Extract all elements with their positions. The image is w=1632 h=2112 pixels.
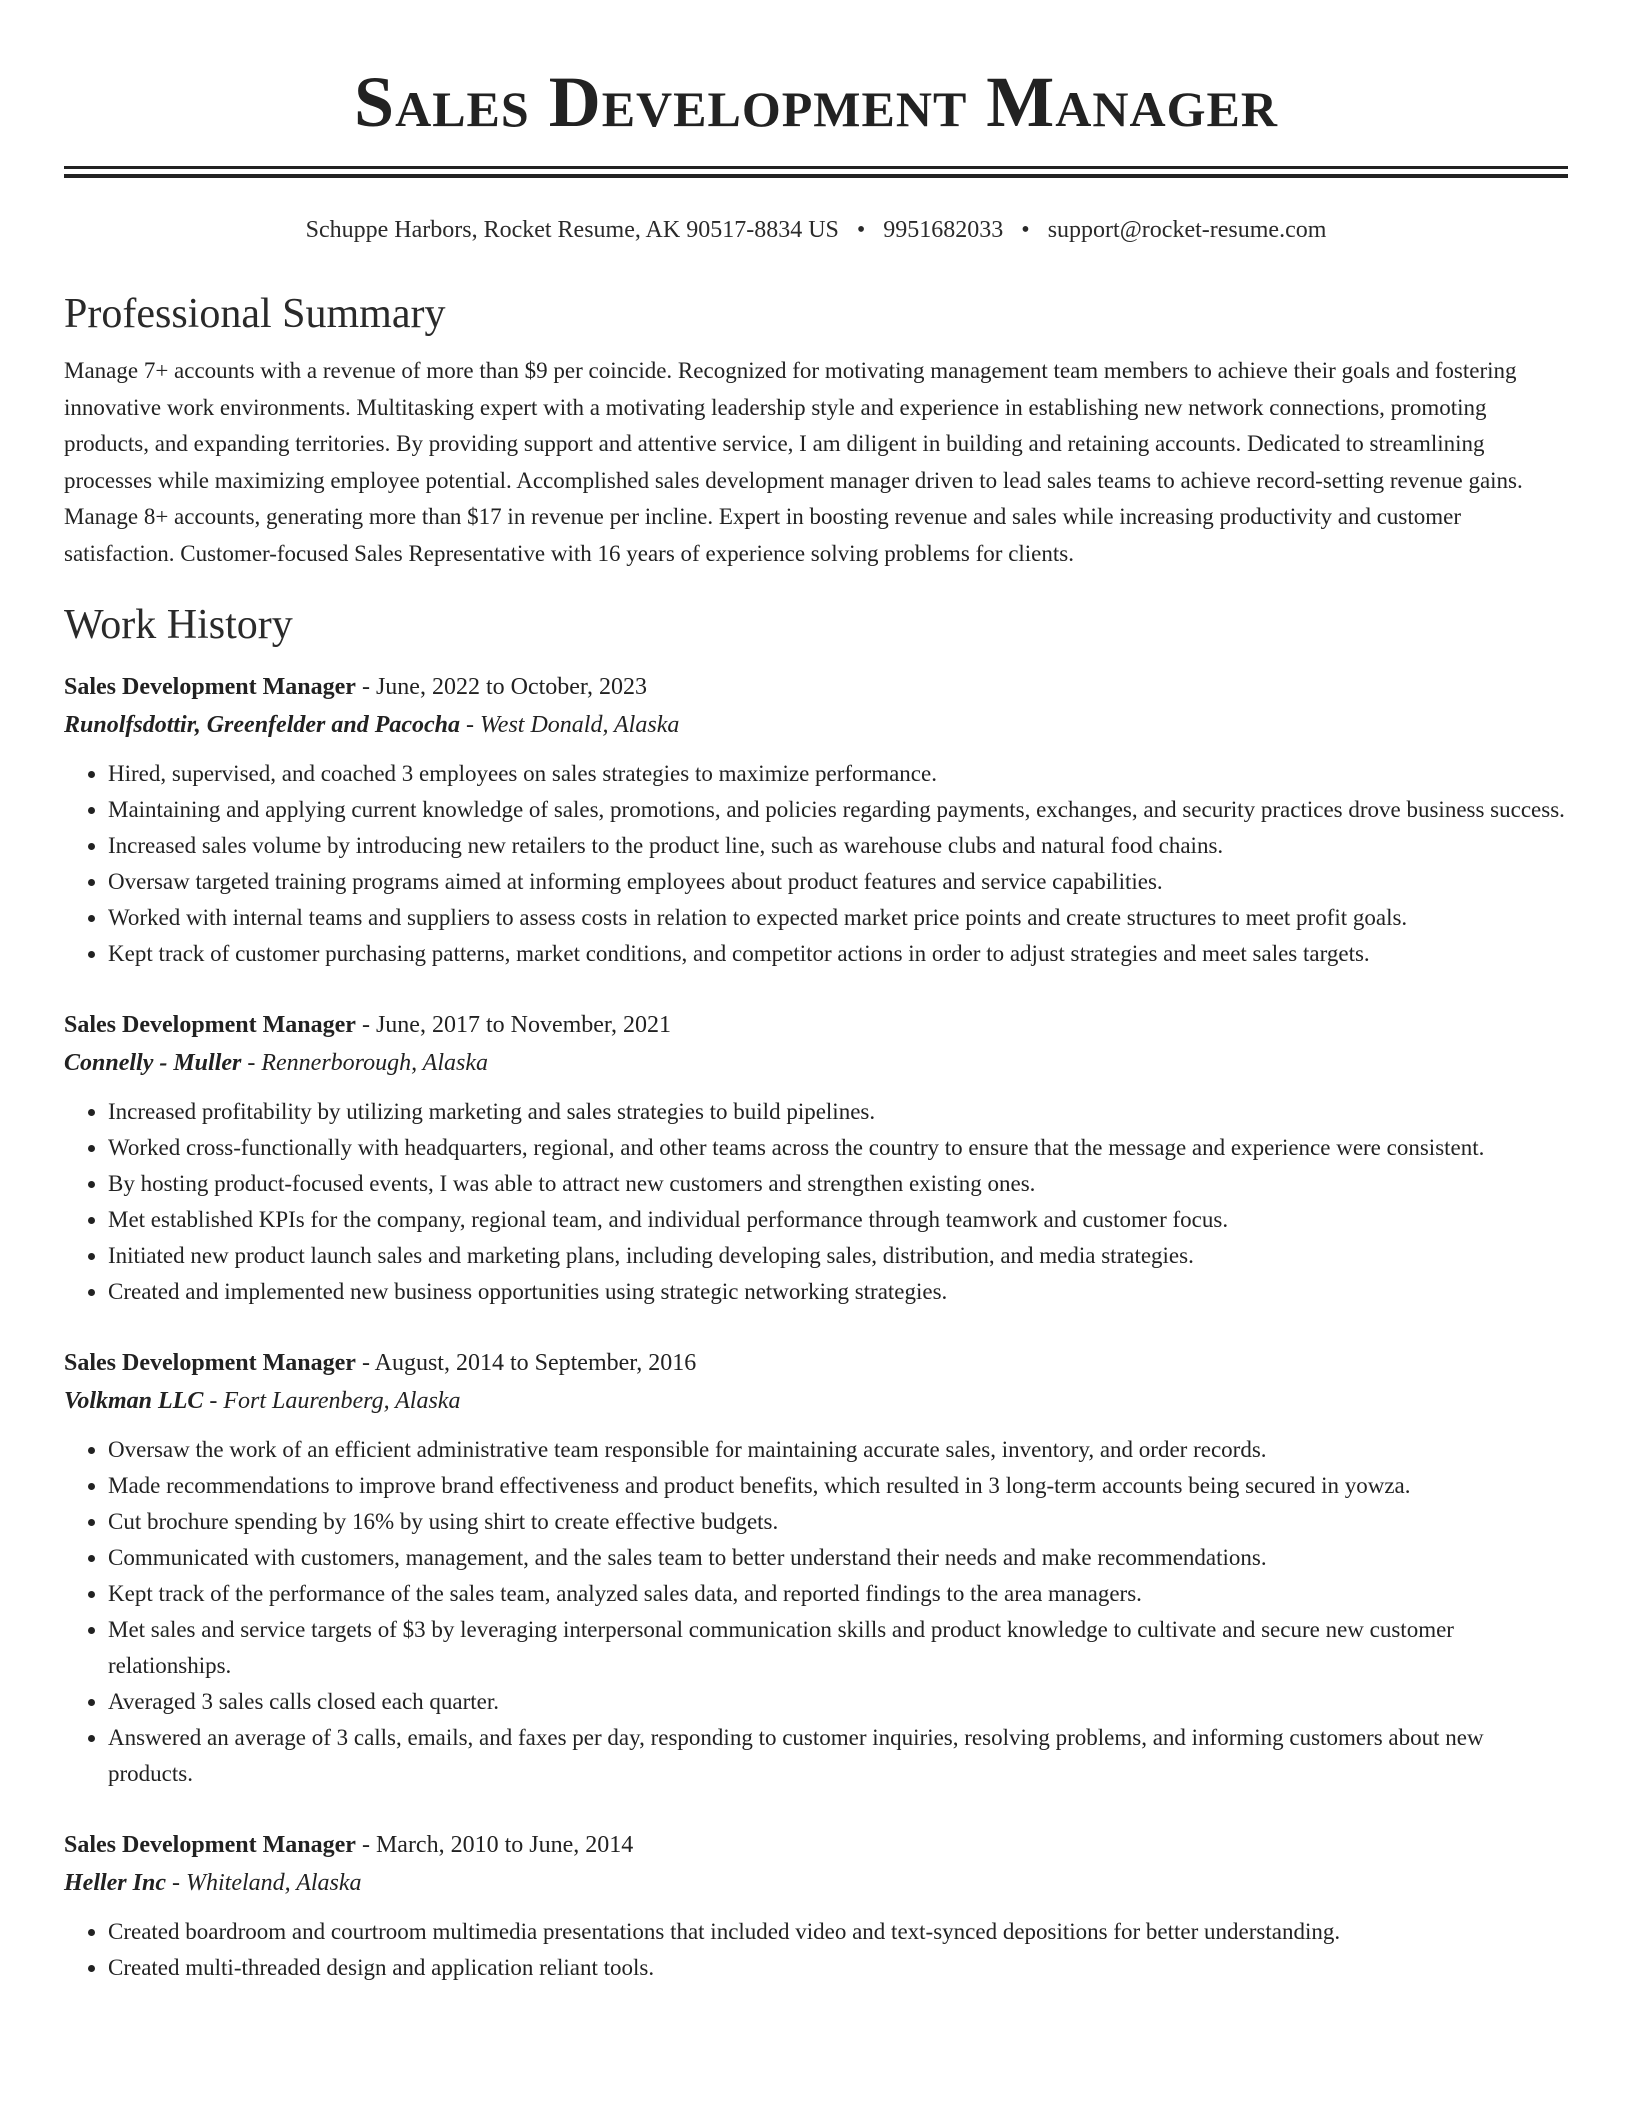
job-dates: - June, 2022 to October, 2023 (355, 674, 647, 700)
list-item: • Worked cross-functionally with headquarters, regional, and other teams across the country to ensure that the message and experience were consistent. (108, 1130, 1568, 1166)
page-title: Sales Development Manager (354, 62, 1278, 142)
title-rule-top (64, 166, 1568, 169)
job-bullets (64, 1914, 1568, 1986)
list-item: • Hired, supervised, and coached 3 employees on sales strategies to maximize performance. (108, 756, 1568, 792)
job-location: - Fort Laurenberg, Alaska (203, 1388, 461, 1414)
job-company: Volkman LLC (64, 1388, 204, 1414)
list-item: • Answered an average of 3 calls, emails, and faxes per day, responding to customer inquiries, resolving problems, and informing customers about new products. (108, 1720, 1568, 1792)
job-dates: - June, 2017 to November, 2021 (355, 1012, 671, 1038)
job-company-line (64, 706, 1568, 744)
job-title-line (64, 1344, 1568, 1382)
job-title-line (64, 668, 1568, 706)
list-item: • Kept track of the performance of the sales team, analyzed sales data, and reported findings to the area managers. (108, 1576, 1568, 1612)
summary-section (64, 289, 1568, 572)
contact-separator: • (1021, 217, 1030, 243)
title-rule-bottom (64, 174, 1568, 178)
summary-heading: Professional Summary (64, 291, 446, 337)
job-title: Sales Development Manager (64, 674, 356, 700)
job-location: - Whiteland, Alaska (166, 1870, 362, 1896)
list-item: • Oversaw the work of an efficient administrative team responsible for maintaining accurate sales, inventory, and order records. (108, 1432, 1568, 1468)
list-item: • Increased sales volume by introducing new retailers to the product line, such as warehouse clubs and natural food chains. (108, 828, 1568, 864)
summary-text: Manage 7+ accounts with a revenue of more than $9 per coincide. Recognized for motivating management team members to achieve their goals and fostering innovative work environments. Multitasking expert with a motivating leadership style and experience in establishing new network connections, promoting products, and expanding territories. By providing support and attentive service, I am diligent in building and retaining accounts. Dedicated to streamlining processes while maximizing employee potential. Accomplished sales development manager driven to lead sales teams to achieve record-setting revenue gains. Manage 8+ accounts, generating more than $17 in revenue per incline. Expert in boosting revenue and sales while increasing productivity and customer satisfaction. Customer-focused Sales Representative with 16 years of experience solving problems for clients. (64, 358, 1523, 566)
contact-line (64, 214, 1568, 246)
work-history-section (64, 600, 1568, 1986)
work-history-heading: Work History (64, 602, 293, 648)
list-item: • Initiated new product launch sales and marketing plans, including developing sales, distribution, and media strategies. (108, 1238, 1568, 1274)
contact-email: support@rocket-resume.com (1047, 217, 1327, 243)
list-item: • Communicated with customers, management, and the sales team to better understand their needs and make recommendations. (108, 1540, 1568, 1576)
job-company: Heller Inc (64, 1870, 166, 1896)
job-company: Runolfsdottir, Greenfelder and Pacocha (64, 712, 461, 738)
job-bullets (64, 756, 1568, 972)
job-entry (64, 668, 1568, 972)
list-item: • Increased profitability by utilizing marketing and sales strategies to build pipelines. (108, 1094, 1568, 1130)
job-entry (64, 1826, 1568, 1986)
list-item: • Made recommendations to improve brand effectiveness and product benefits, which resulted in 3 long-term accounts being secured in yowza. (108, 1468, 1568, 1504)
list-item: • Met sales and service targets of $3 by leveraging interpersonal communication skills and product knowledge to cultivate and secure new customer relationships. (108, 1612, 1568, 1684)
job-title: Sales Development Manager (64, 1832, 356, 1858)
contact-address: Schuppe Harbors, Rocket Resume, AK 90517-8834 US (305, 217, 839, 243)
resume-page (64, 0, 1568, 1986)
job-company-line (64, 1382, 1568, 1420)
job-dates: - March, 2010 to June, 2014 (355, 1832, 634, 1858)
list-item: • Maintaining and applying current knowledge of sales, promotions, and policies regarding payments, exchanges, and security practices drove business success. (108, 792, 1568, 828)
job-company-line (64, 1864, 1568, 1902)
list-item: • Averaged 3 sales calls closed each quarter. (108, 1684, 1568, 1720)
list-item: • Created boardroom and courtroom multimedia presentations that included video and text-synced depositions for better understanding. (108, 1914, 1568, 1950)
job-title-line (64, 1826, 1568, 1864)
list-item: • Kept track of customer purchasing patterns, market conditions, and competitor actions in order to adjust strategies and meet sales targets. (108, 936, 1568, 972)
job-title: Sales Development Manager (64, 1012, 356, 1038)
job-company-line (64, 1044, 1568, 1082)
list-item: • Oversaw targeted training programs aimed at informing employees about product features and service capabilities. (108, 864, 1568, 900)
job-title: Sales Development Manager (64, 1350, 356, 1376)
job-bullets (64, 1432, 1568, 1792)
job-entry (64, 1006, 1568, 1310)
list-item: • Created and implemented new business opportunities using strategic networking strategies. (108, 1274, 1568, 1310)
list-item: • Cut brochure spending by 16% by using shirt to create effective budgets. (108, 1504, 1568, 1540)
job-entry (64, 1344, 1568, 1792)
list-item: • Created multi-threaded design and application reliant tools. (108, 1950, 1568, 1986)
contact-phone: 9951682033 (883, 217, 1004, 243)
job-title-line (64, 1006, 1568, 1044)
job-location: - Rennerborough, Alaska (241, 1050, 488, 1076)
list-item: • By hosting product-focused events, I was able to attract new customers and strengthen existing ones. (108, 1166, 1568, 1202)
list-item: • Met established KPIs for the company, regional team, and individual performance through teamwork and customer focus. (108, 1202, 1568, 1238)
contact-separator: • (856, 217, 866, 243)
job-dates: - August, 2014 to September, 2016 (355, 1350, 697, 1376)
list-item: • Worked with internal teams and suppliers to assess costs in relation to expected market price points and create structures to meet profit goals. (108, 900, 1568, 936)
job-location: - West Donald, Alaska (460, 712, 680, 738)
job-bullets (64, 1094, 1568, 1310)
job-company: Connelly - Muller (64, 1050, 242, 1076)
